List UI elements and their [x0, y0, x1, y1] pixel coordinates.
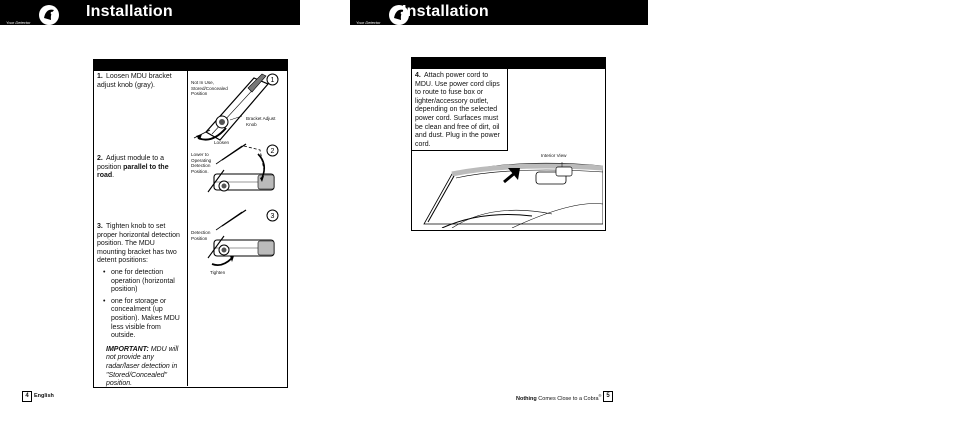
figure-label-tighten: Tighten — [210, 270, 226, 275]
page-title: Installation — [402, 3, 489, 20]
page-number-box: 4 — [22, 391, 32, 402]
footer-language: English — [34, 393, 54, 399]
figure-label-lower: Lower to Operating Detection Position. — [191, 152, 212, 174]
figure-label-interior: Interior View — [541, 153, 567, 158]
page-subtitle: Your Detector — [6, 20, 31, 25]
figure-interior-view — [412, 150, 603, 228]
badge-number: 2 — [270, 148, 275, 155]
figure-label-loosen: Loosen — [214, 140, 230, 145]
step-3: 3. Tighten knob to set proper horizontal detection position. The MDU mounting bracket has two detent positions: • one for detection operation (horizontal position) • one for storage or concealment (up position). Makes MDU less visible from outside. IMPORTANT: MDU will not provide any radar/laser detection in "Stored/Concealed" position. — [97, 223, 181, 389]
step-2: 2. Adjust module to a position parallel to the road. — [97, 155, 169, 180]
footer-tagline: Nothing Comes Close to a Cobra® — [516, 393, 602, 402]
figure-label-knob: Bracket Adjust Knob — [246, 116, 276, 127]
page-title: Installation — [86, 3, 173, 20]
important-note: IMPORTANT: MDU will not provide any radar/laser detection in "Stored/Concealed" position. — [106, 345, 179, 388]
badge-1-icon — [266, 73, 279, 86]
detent-positions-list — [97, 269, 181, 341]
badge-number: 1 — [270, 77, 275, 84]
panel-header-bar — [412, 58, 605, 69]
page-header-right — [350, 0, 648, 25]
badge-number: 3 — [270, 213, 275, 220]
figure-label-stored: Not In Use, Stored/Concealed Position — [191, 80, 228, 97]
step-1: 1. Loosen MDU bracket adjust knob (gray). — [97, 73, 172, 89]
figure-label-detection: Detection Position — [191, 230, 211, 241]
step-text-border — [507, 68, 508, 150]
page-subtitle: Your Detector — [356, 20, 381, 25]
list-item: • one for detection operation (horizontal position) — [111, 269, 181, 295]
list-item: • one for storage or concealment (up position). Makes MDU less visible from outside. — [111, 298, 181, 341]
step-4: 4. Attach power cord to MDU. Use power cord clips to route to fuse box or lighter/accessory outlet, depending on the selected power cord. Surfaces must be clean and free of dirt, oil and dust. Plug in the power cord. — [415, 72, 500, 148]
cobra-logo-icon — [34, 4, 60, 26]
page-number-box: 5 — [603, 391, 613, 402]
badge-3-icon — [266, 209, 279, 222]
badge-2-icon — [266, 144, 279, 157]
page-header-left — [0, 0, 300, 25]
